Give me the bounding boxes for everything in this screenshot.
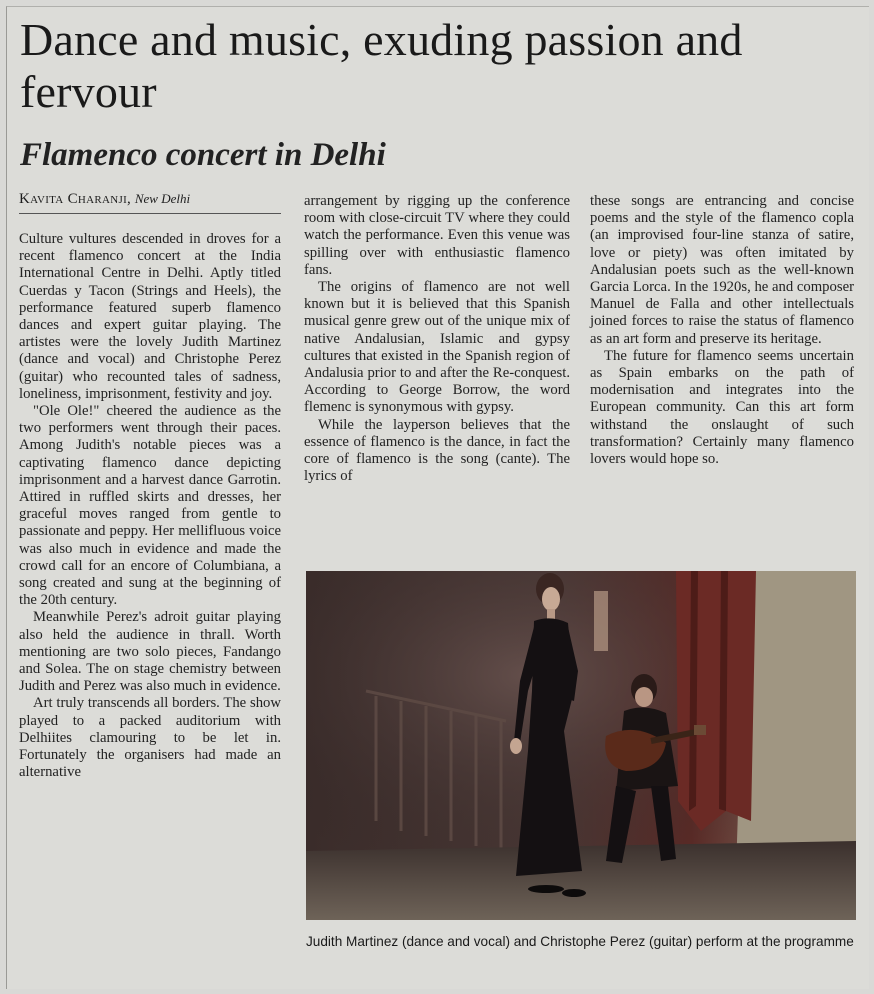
paragraph: While the layperson believes that the essence of flamenco is the dance, in fact the core of flamenco is the song (cante). The lyrics of: [304, 416, 570, 485]
byline-author: Kavita Charanji,: [19, 191, 132, 207]
paragraph: Art truly transcends all borders. The show played to a packed auditorium with Delhiites clamouring to be let in. Fortunately the organisers had made an alternative: [19, 695, 281, 781]
article-column-3: [590, 193, 854, 468]
photo-caption: Judith Martinez (dance and vocal) and Christophe Perez (guitar) perform at the programme: [306, 934, 854, 949]
paragraph: The origins of flamenco are not well known but it is believed that this Spanish musical genre grew out of the unique mix of native Andalusian, Islamic and gypsy cultures that existed in the Spanish region of Andalusia prior to and after the Re-conquest. According to George Borrow, the word flemenc is synonymous with gypsy.: [304, 279, 570, 416]
paragraph: arrangement by rigging up the conference room with close-circuit TV where they could watch the performance. Even this venue was spilling over with enthusiastic flamenco fans.: [304, 193, 570, 278]
paragraph: Culture vultures descended in droves for a recent flamenco concert at the India International Centre in Delhi. Aptly titled Cuerdas y Tacon (Strings and Heels), the performance featured superb flamenco dances and expert guitar playing. The artistes were the lovely Judith Martinez (dance and vocal) and Christophe Perez (guitar) who recounted tales of sadness, loneliness, imprisonment, festivity and joy.: [19, 231, 281, 402]
paragraph: The future for flamenco seems uncertain as Spain embarks on the path of modernisation and integrates into the European community. Can this art form withstand the onslaught of such transformation? Certainly many flamenco lovers would hope so.: [590, 347, 854, 468]
headline: Dance and music, exuding passion and fervour: [20, 14, 743, 117]
performance-photo: [306, 571, 856, 920]
article-column-2: [304, 193, 570, 485]
performance-photo-illustration: [306, 571, 856, 920]
paragraph: "Ole Ole!" cheered the audience as the two performers went through their paces. Among Judith's notable pieces was a captivating flamenco dance depicting imprisonment and a harvest dance Garrotin. Attired in ruffled skirts and dresses, her graceful moves ranged from gentle to passionate and peppy. Her mellifluous voice was also much in evidence and made the crowd call for an encore of Columbiana, a song created and sung at the beginning of the 20th century.: [19, 403, 281, 609]
byline-place: New Delhi: [134, 191, 191, 206]
article-column-1: [19, 231, 281, 782]
subheadline: Flamenco concert in Delhi: [20, 137, 386, 173]
byline: [19, 190, 281, 214]
paragraph: these songs are entrancing and concise poems and the style of the flamenco copla (an improvised four-line stanza of satire, love or piety) was often imitated by Andalusian poets such as the well-known Garcia Lorca. In the 1920s, he and composer Manuel de Falla and other intellectuals joined forces to raise the status of flamenco as an art form and preserve its heritage.: [590, 193, 854, 347]
paragraph: Meanwhile Perez's adroit guitar playing also held the audience in thrall. Worth mentioning are two solo pieces, Fandango and Solea. The on stage chemistry between Judith and Perez was also much in evidence.: [19, 609, 281, 695]
